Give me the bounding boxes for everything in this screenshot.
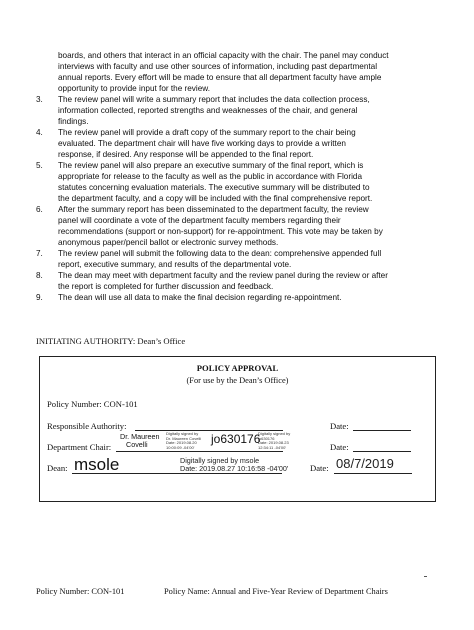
approval-title: POLICY APPROVAL xyxy=(196,363,279,373)
department-chair-line xyxy=(116,451,283,452)
list-item-6 xyxy=(36,204,428,248)
list-number: 7. xyxy=(36,249,43,258)
list-number: 8. xyxy=(36,271,43,280)
list-item-9 xyxy=(36,292,428,303)
list-item-8 xyxy=(36,270,428,292)
dean-signature-meta: Digitally signed by msole Date: 2019.08.27 10:16:58 -04'00' xyxy=(180,456,289,473)
list-line: statutes concerning evaluation materials. The executive summary will be distributed to xyxy=(58,183,370,192)
list-line: report, executive summary, and results of the departmental vote. xyxy=(58,260,292,269)
dean-date-value: 08/7/2019 xyxy=(336,456,394,471)
dean-line xyxy=(72,473,282,474)
list-line: The review panel will write a summary report that includes the data collection process, xyxy=(58,95,370,104)
chair-signature-meta: Digitally signed by Dr. Maureen Covelli Date: 2019.08.20 10:00:09 -04'00' xyxy=(166,431,202,450)
date-line xyxy=(353,430,411,431)
list-number: 5. xyxy=(36,161,43,170)
list-number: 3. xyxy=(36,95,43,104)
list-line: evaluated. The department chair will have five working days to provide a written xyxy=(58,139,346,148)
list-line: anonymous paper/pencil ballot or electronic survey methods. xyxy=(58,238,279,247)
list-item-5 xyxy=(36,160,428,204)
footer-policy-number: Policy Number: CON-101 xyxy=(36,587,125,596)
list-line: the department faculty, and a copy will be included with the final comprehensive report. xyxy=(58,194,373,203)
list-line: information collected, reported strengths and weaknesses of the chair, and general xyxy=(58,106,358,115)
list-item-3 xyxy=(36,94,428,127)
list-item-2-continued xyxy=(36,50,428,94)
list-line: The review panel will also prepare an executive summary of the final report, which is xyxy=(58,161,364,170)
dean-signature-name: msole xyxy=(74,455,120,474)
list-line: boards, and others that interact in an official capacity with the chair. The panel may conduct xyxy=(58,51,389,60)
date-label: Date: xyxy=(330,442,349,452)
approval-subtitle: (For use by the Dean’s Office) xyxy=(186,376,289,385)
policy-number-field: Policy Number: CON-101 xyxy=(47,399,138,409)
list-line: The review panel will provide a draft copy of the summary report to the chair being xyxy=(58,128,356,137)
list-line: After the summary report has been disseminated to the department faculty, the review xyxy=(58,205,369,214)
list-line: annual reports. Every effort will be made to ensure that all department faculty have ample xyxy=(58,73,382,82)
date-label: Date: xyxy=(330,421,349,431)
dean-label: Dean: xyxy=(47,463,68,473)
list-line: appropriate for release to the faculty as well as the public in accordance with Florida xyxy=(58,172,363,181)
page-mark xyxy=(424,576,427,577)
list-line: recommendations (support or non-support) for re-appointment. This vote may be taken by xyxy=(58,227,383,236)
second-signature-meta: Digitally signed by jo630176 Date: 2019.08.23 12:34:11 -04'00' xyxy=(258,431,291,450)
list-line: opportunity to provide input for the review. xyxy=(58,84,211,93)
list-line: The dean will use all data to make the final decision regarding re-appointment. xyxy=(58,293,342,302)
list-line: The dean may meet with department faculty and the review panel during the review or after xyxy=(58,271,388,280)
date-line xyxy=(334,473,412,474)
list-line: interviews with faculty and use other sources of information, including past departmental xyxy=(58,62,378,71)
list-line: the report is completed for further discussion and feedback. xyxy=(58,282,274,291)
list-item-4 xyxy=(36,127,428,160)
list-item-7 xyxy=(36,248,428,270)
list-line: findings. xyxy=(58,117,89,126)
second-signature-name: jo630176 xyxy=(211,432,261,446)
list-number: 9. xyxy=(36,293,43,302)
list-number: 4. xyxy=(36,128,43,137)
chair-signature-name: Dr. Maureen Covelli xyxy=(120,432,160,449)
list-line: response, if desired. Any response will be appended to the final report. xyxy=(58,150,314,159)
list-line: panel will coordinate a vote of the department faculty members regarding their xyxy=(58,216,341,225)
date-line xyxy=(353,451,411,452)
department-chair-label: Department Chair: xyxy=(47,442,112,452)
responsible-authority-label: Responsible Authority: xyxy=(47,421,127,431)
date-label: Date: xyxy=(310,463,329,473)
list-line: The review panel will submit the following data to the dean: comprehensive appended full xyxy=(58,249,382,258)
policy-approval-box xyxy=(39,356,436,502)
list-number: 6. xyxy=(36,205,43,214)
procedure-list xyxy=(36,50,428,303)
initiating-authority: INITIATING AUTHORITY: Dean’s Office xyxy=(36,336,186,346)
footer-policy-name: Policy Name: Annual and Five-Year Review of Department Chairs xyxy=(164,587,388,596)
